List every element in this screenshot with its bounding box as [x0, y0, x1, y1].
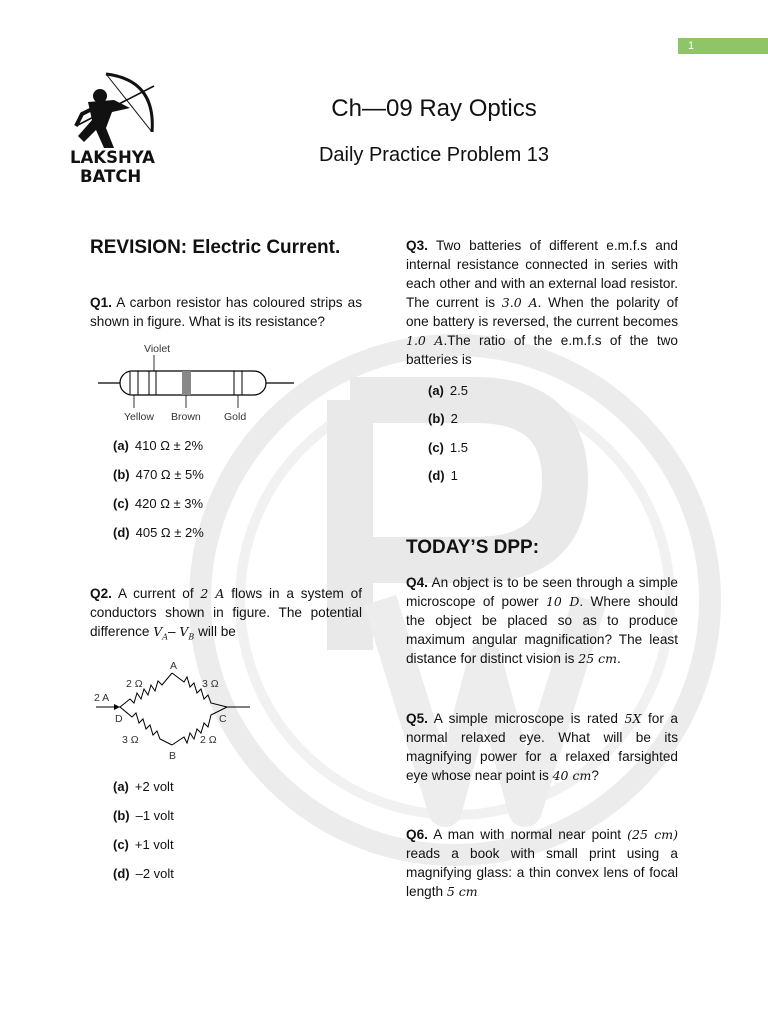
circuit-figure — [92, 655, 252, 767]
q2-text: Q2. A current of 2 A flows in a system of conductors shown in figure. The potential difference $V_A-$ $V_B$ will be — [90, 586, 363, 642]
node-b: B — [169, 750, 177, 762]
q1-option-d[interactable]: (d) 405 Ω ± 2% — [113, 525, 204, 540]
q1-number: Q1. — [90, 295, 112, 310]
q4-number: Q4. — [406, 575, 428, 590]
resistor-da: 2 Ω — [126, 678, 143, 690]
q1-option-c[interactable]: (c) 420 Ω ± 3% — [113, 496, 204, 511]
q5-number: Q5. — [406, 711, 428, 726]
label-gold: Gold — [224, 411, 247, 423]
q2-option-b[interactable]: (b) –1 volt — [113, 808, 174, 823]
logo-line2: BATCH — [80, 167, 142, 186]
q3-option-d[interactable]: (d) 1 — [428, 468, 458, 483]
page-subtitle: Daily Practice Problem 13 — [318, 144, 550, 166]
todays-dpp-heading: TODAY’S DPP: — [406, 537, 540, 558]
resistor-ac: 3 Ω — [202, 678, 219, 690]
q3-option-c[interactable]: (c) 1.5 — [428, 440, 468, 455]
q3-option-a[interactable]: (a) 2.5 — [428, 383, 468, 398]
q1-text — [90, 293, 362, 331]
page-title: Ch—09 Ray Optics — [331, 95, 537, 122]
resistor-figure — [92, 338, 302, 426]
q2-option-a[interactable]: (a) +2 volt — [113, 779, 174, 794]
q1-option-b[interactable]: (b) 470 Ω ± 5% — [113, 467, 204, 482]
q2-number: Q2. — [90, 586, 112, 601]
resistor-db: 3 Ω — [122, 734, 139, 746]
lakshya-batch-logo — [68, 68, 176, 188]
q5-text: Q5. A simple microscope is rated 5X for a normal relaxed eye. What will be its magnifying power for a relaxed farsighted eye whose near point is 40 cm? — [406, 711, 678, 783]
revision-heading: REVISION: Electric Current. — [90, 237, 341, 258]
q3-text: Q3. Two batteries of different e.m.f.s and internal resistance connected in series with each other and with an external load resistor. The current is 3.0 A. When the polarity of one battery is reversed, the current becomes 1.0 A.The ratio of the e.m.f.s of the two batteries is — [406, 238, 678, 367]
q1-body: A carbon resistor has coloured strips as shown in figure. What is its resistance? — [90, 295, 362, 329]
current-label: 2 A — [94, 692, 110, 704]
q2-option-c[interactable]: (c) +1 volt — [113, 837, 174, 852]
label-violet: Violet — [144, 343, 171, 355]
label-yellow: Yellow — [124, 411, 154, 423]
q6-text: Q6. A man with normal near point (25 cm) reads a book with small print using a magnifying glass: a thin convex lens of focal length 5 cm — [406, 827, 678, 899]
logo-line1: LAKSHYA — [70, 148, 155, 167]
node-c: C — [219, 713, 227, 725]
resistor-bc: 2 Ω — [200, 734, 217, 746]
node-d: D — [115, 713, 123, 725]
page-number: 1 — [678, 38, 768, 54]
q2-option-d[interactable]: (d) –2 volt — [113, 866, 174, 881]
node-a: A — [170, 660, 178, 672]
q6-number: Q6. — [406, 827, 428, 842]
q4-text: Q4. An object is to be seen through a simple microscope of power 10 D. Where should the object be placed so as to produce maximum angular magnification? The least distance for distinct vision is 25 cm. — [406, 575, 678, 666]
q1-option-a[interactable]: (a) 410 Ω ± 2% — [113, 438, 204, 453]
q3-number: Q3. — [406, 238, 428, 253]
label-brown: Brown — [171, 411, 201, 423]
q3-option-b[interactable]: (b) 2 — [428, 411, 458, 426]
